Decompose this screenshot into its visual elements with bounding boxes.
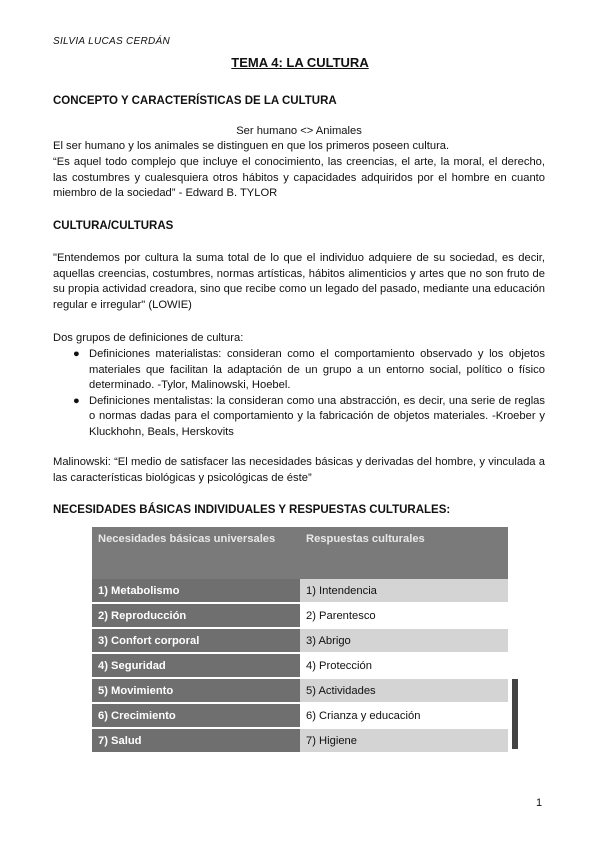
table-cell-need: 7) Salud [92, 728, 300, 753]
table-row [92, 603, 508, 628]
table-cell-response: 5) Actividades [300, 678, 508, 703]
table-row [92, 628, 508, 653]
table-row [92, 678, 508, 703]
table-cell-need: 4) Seguridad [92, 653, 300, 678]
table-cell-need: 5) Movimiento [92, 678, 300, 703]
table-cell-need: 3) Confort corporal [92, 628, 300, 653]
table-cell-response: 7) Higiene [300, 728, 508, 753]
table-cell-response: 3) Abrigo [300, 628, 508, 653]
table-cell-response: 4) Protección [300, 653, 508, 678]
table-row [92, 579, 508, 603]
bullet-icon: ● [73, 394, 80, 407]
section-heading-necesidades: NECESIDADES BÁSICAS INDIVIDUALES Y RESPUESTAS CULTURALES: [53, 504, 451, 516]
table-row [92, 653, 508, 678]
table-cell-response: 6) Crianza y educación [300, 703, 508, 728]
author-name: SILVIA LUCAS CERDÁN [53, 36, 171, 47]
table-cell-need: 6) Crecimiento [92, 703, 300, 728]
malinowski-quote: Malinowski: “El medio de satisfacer las necesidades básicas y derivadas del hombre, y vinculada a las características biológicas y psicológicas de éste” [53, 456, 545, 484]
table-cell-need: 2) Reproducción [92, 603, 300, 628]
section-heading-culturas: CULTURA/CULTURAS [53, 220, 174, 232]
table-cell-response: 2) Parentesco [300, 603, 508, 628]
center-line: Ser humano <> Animales [236, 125, 362, 137]
table-header-row [92, 527, 508, 579]
table-cell-need: 1) Metabolismo [92, 579, 300, 603]
list-item: ● Definiciones mentalistas: la consideran como una abstracción, es decir, una serie de reglas o normas dadas para el comportamiento y la fabricación de objetos materiales. -Kroeber y Kluckhohn, Beals, Herskovits [73, 394, 545, 438]
section-heading-concepto: CONCEPTO Y CARACTERÍSTICAS DE LA CULTURA [53, 95, 337, 107]
table-shadow [512, 679, 518, 749]
table-row [92, 703, 508, 728]
groups-intro: Dos grupos de definiciones de cultura: [53, 332, 244, 344]
bullet-icon: ● [73, 348, 80, 360]
table-header-cell: Necesidades básicas universales [92, 527, 300, 579]
list-item: ● Definiciones materialistas: consideran como el comportamiento observado y los objetos materiales que facilitan la adaptación de un grupo a un entorno social, político o físico determinado. -Tylor, Malinowski, Hoebel. [73, 348, 545, 392]
needs-table-wrapper [92, 527, 508, 754]
table-row [92, 728, 508, 753]
table-header-cell: Respuestas culturales [300, 527, 508, 579]
needs-table [92, 527, 508, 754]
lowie-quote: "Entendemos por cultura la suma total de lo que el individuo adquiere de su sociedad, es decir, aquellas creencias, costumbres, normas artísticas, hábitos alimenticios y artes que no son fruto de su propia actividad creadora, sino que recibe como un legado del pasado, mediante una educación regular e irregular" (LOWIE) [53, 252, 545, 311]
page-title: TEMA 4: LA CULTURA [231, 55, 369, 70]
page-number: 1 [536, 797, 543, 809]
table-cell-response: 1) Intendencia [300, 579, 508, 603]
definitions-list [53, 347, 545, 441]
tylor-quote: “Es aquel todo complejo que incluye el conocimiento, las creencias, el arte, la moral, el derecho, las costumbres y cualesquiera otros hábitos y capacidades adquiridos por el hombre en cuanto miembro de la sociedad” - Edward B. TYLOR [53, 156, 545, 200]
paragraph-distinction: El ser humano y los animales se distinguen en que los primeros poseen cultura. [53, 140, 450, 152]
